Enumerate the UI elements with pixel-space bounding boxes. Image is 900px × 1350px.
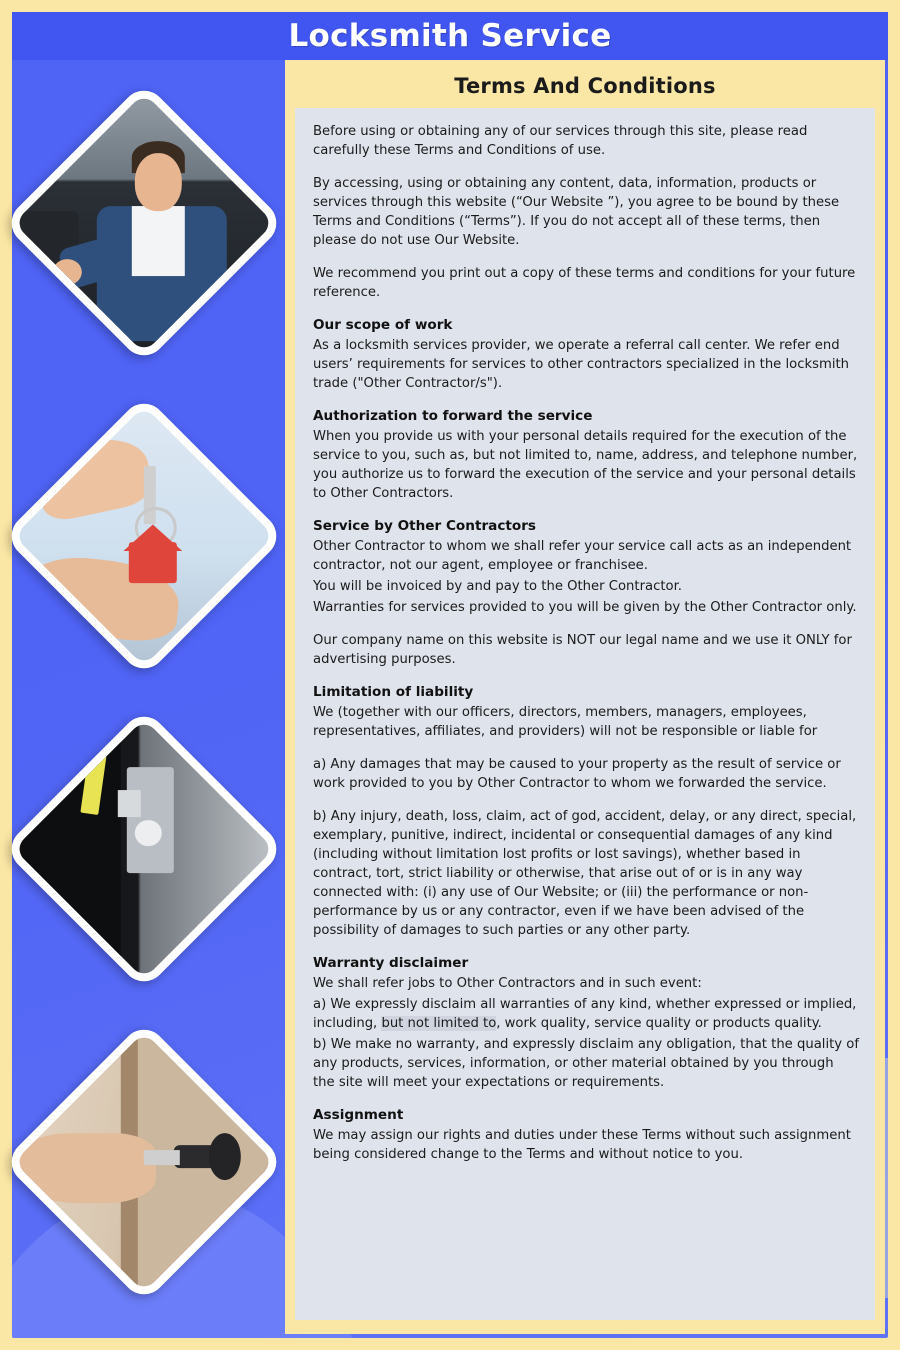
page-title: Locksmith Service <box>288 18 612 54</box>
paragraph-contractor-2: You will be invoiced by and pay to the Other Contractor. <box>313 579 682 594</box>
photo-frame-3 <box>14 718 274 978</box>
terms-body <box>295 108 875 1320</box>
heading-limitation-of-liability: Limitation of liability <box>313 684 474 700</box>
photo-key-in-door <box>3 1020 286 1303</box>
scene-door <box>14 1031 274 1291</box>
paragraph-print-notice: We recommend you print out a copy of these terms and conditions for your future reference. <box>313 266 856 300</box>
scene-lock <box>14 718 274 978</box>
photo-door-lock <box>3 707 286 990</box>
document-title: Terms And Conditions <box>454 74 716 98</box>
content-panel <box>285 60 885 1334</box>
heading-warranty-disclaimer: Warranty disclaimer <box>313 955 469 971</box>
scene-keys <box>14 405 274 665</box>
paragraph-legal-name-notice: Our company name on this website is NOT our legal name and we use it ONLY for advertising purposes. <box>313 633 852 667</box>
image-column <box>12 60 276 1332</box>
photo-locksmith-technician <box>3 81 286 364</box>
paragraph-contractor-3: Warranties for services provided to you will be given by the Other Contractor only. <box>313 600 857 615</box>
paragraph-binding: By accessing, using or obtaining any content, data, information, products or services through this website (“Our Website ”), you agree to be bound by these Terms and Conditions (“Terms”). If you do not accept all of these terms, then please do not use Our Website. <box>313 176 840 248</box>
heading-authorization: Authorization to forward the service <box>313 408 593 424</box>
photo-frame-2 <box>14 405 274 665</box>
photo-house-keys-handover <box>3 394 286 677</box>
heading-assignment: Assignment <box>313 1107 404 1123</box>
warranty-a-highlight: but not limited to <box>381 1016 497 1031</box>
photo-frame-4 <box>14 1031 274 1291</box>
heading-service-by-other-contractors: Service by Other Contractors <box>313 518 537 534</box>
paragraph-contractor-1: Other Contractor to whom we shall refer your service call acts as an independent contractor, not our agent, employee or franchisee. <box>313 539 852 573</box>
warranty-a-part2: , work quality, service quality or products quality. <box>496 1016 822 1031</box>
paragraph-authorization: When you provide us with your personal details required for the execution of the service to you, such as, but not limited to, name, address, and telephone number, you authorize us to forward the execution of the service and your personal details to Other Contractors. <box>313 429 858 501</box>
paragraph-warranty-a <box>313 995 859 1033</box>
paragraph-liability-a: a) Any damages that may be caused to your property as the result of service or work provided to you by Other Contractor to whom we forwarded the service. <box>313 757 841 791</box>
paragraph-assignment: We may assign our rights and duties under these Terms without such assignment being considered change to the Terms and without notice to you. <box>313 1128 851 1162</box>
paragraph-liability-b: b) Any injury, death, loss, claim, act of god, accident, delay, or any direct, special, exemplary, punitive, indirect, incidental or consequential damages of any kind (including without limitation lost profits or lost savings), whether based in contract, tort, strict liability or otherwise, that arise out of or is in any way connected with: (i) any use of Our Website; or (iii) the performance or non-performance by us or any contractor, even if we have been advised of the possibility of damages to such parties or any other party. <box>313 809 857 938</box>
heading-scope-of-work: Our scope of work <box>313 317 453 333</box>
paragraph-liability-lead: We (together with our officers, directors, members, managers, employees, representatives, affiliates, and providers) will not be responsible or liable for <box>313 705 818 739</box>
scene-technician <box>14 92 274 352</box>
photo-frame-1 <box>14 92 274 352</box>
paragraph-scope-of-work: As a locksmith services provider, we operate a referral call center. We refer end users’ requirements for services to other contractors specialized in the locksmith trade ("Other Contractor/s"). <box>313 338 850 391</box>
paragraph-warranty-b: b) We make no warranty, and expressly disclaim any obligation, that the quality of any products, services, information, or other material obtained by you through the site will meet your expectations or requirements. <box>313 1037 860 1090</box>
page-header <box>12 12 888 60</box>
warranty-a-part1: a) We expressly disclaim all warranties of any kind, whether expressed or implied, including, <box>313 997 857 1031</box>
paragraph-intro: Before using or obtaining any of our services through this site, please read carefully these Terms and Conditions of use. <box>313 124 808 158</box>
paragraph-warranty-lead: We shall refer jobs to Other Contractors and in such event: <box>313 976 702 991</box>
